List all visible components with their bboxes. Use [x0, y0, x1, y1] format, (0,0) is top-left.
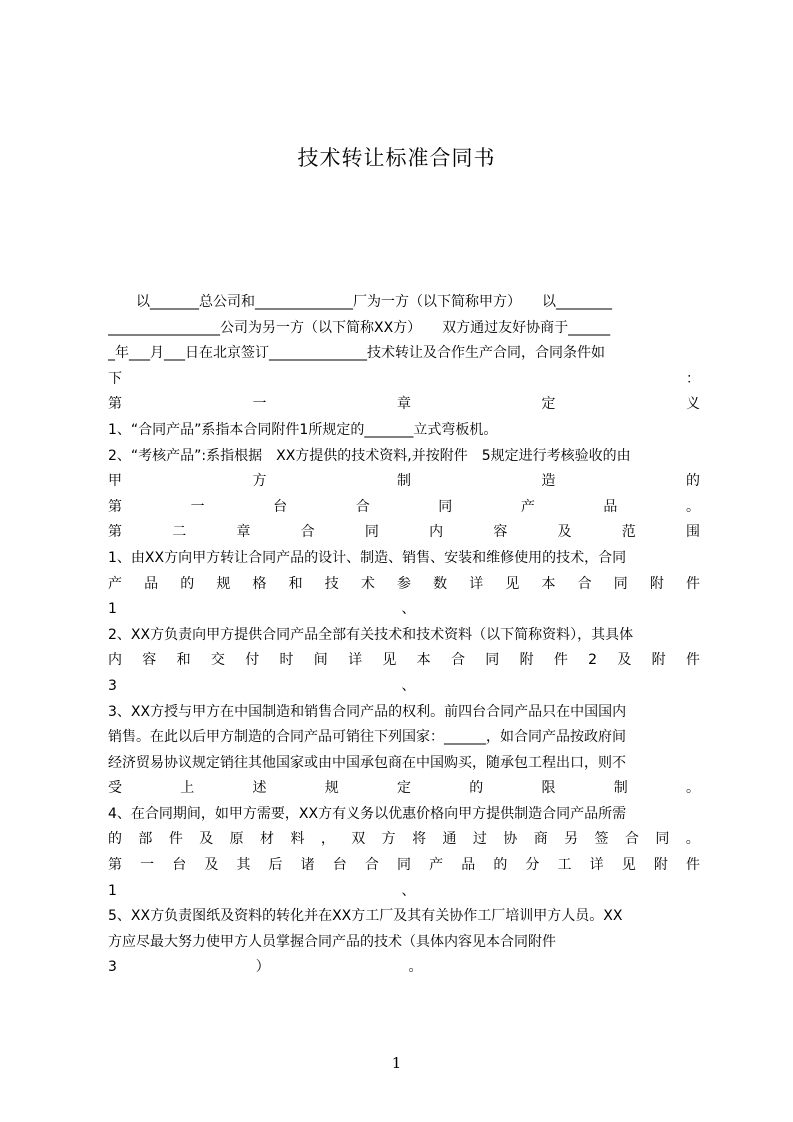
- text-line: [108, 367, 700, 393]
- justified-word: 、: [401, 677, 416, 694]
- justified-word: 一: [252, 396, 267, 413]
- justified-word: 详: [469, 575, 484, 592]
- justified-word: 甲: [108, 473, 122, 490]
- text-line: 4、在合同期间，如甲方需要，XX方有义务以优惠价格向甲方提供制造合同产品所需: [108, 805, 627, 822]
- justified-word: 材: [260, 831, 275, 848]
- justified-word: 时: [279, 652, 294, 669]
- text-line: _年___月___日在北京签订______________技术转让及合作生产合同，合同条件如: [108, 345, 605, 362]
- justified-word: 。: [685, 831, 700, 848]
- justified-word: 另: [564, 831, 579, 848]
- text-line: [108, 827, 700, 853]
- justified-word: 及: [199, 831, 214, 848]
- justified-word: 本: [541, 575, 556, 592]
- text-line: [108, 879, 700, 905]
- text-line: 1、由XX方向甲方转让合同产品的设计、制造、销售、安装和维修使用的技术，合同: [108, 549, 627, 566]
- justified-word: 合: [624, 831, 639, 848]
- justified-word: 交: [210, 652, 225, 669]
- justified-word: 双: [351, 831, 366, 848]
- justified-word: 受: [108, 780, 122, 797]
- justified-word: 内: [429, 524, 444, 541]
- text-line: 以_______总公司和______________厂为一方（以下简称甲方） 以________: [108, 294, 612, 310]
- justified-word: 3: [108, 959, 117, 976]
- justified-word: ，: [320, 831, 335, 848]
- justified-word: 围: [685, 524, 700, 541]
- justified-word: 同: [364, 524, 379, 541]
- justified-word: 同: [655, 831, 670, 848]
- text-line: 5、XX方负责图纸及资料的转化并在XX方工厂及其有关协作工厂培训甲方人员。XX: [108, 908, 623, 925]
- justified-word: 见: [505, 575, 520, 592]
- justified-word: 附: [649, 575, 664, 592]
- justified-word: 台: [273, 498, 288, 515]
- justified-word: 附: [651, 652, 666, 669]
- justified-word: 详: [589, 857, 604, 874]
- text-line: 2、XX方负责向甲方提供合同产品全部有关技术和技术资料（以下简称资料），其具体: [108, 626, 634, 643]
- justified-word: 3: [108, 677, 117, 694]
- justified-word: 品: [144, 575, 159, 592]
- document-body: [108, 290, 700, 981]
- justified-word: 协: [503, 831, 518, 848]
- document-title: 技术转让标准合同书: [297, 146, 496, 170]
- justified-word: 件: [685, 652, 700, 669]
- justified-word: 同: [438, 498, 453, 515]
- justified-word: 内: [108, 652, 122, 669]
- justified-word: 分: [525, 857, 540, 874]
- text-line: 销售。在此以后甲方制造的合同产品可销往下列国家：______，如合同产品按政府间: [108, 729, 626, 746]
- justified-word: 方: [381, 831, 396, 848]
- text-line: 2、“考核产品”:系指根据 XX方提供的技术资料,并按附件 5规定进行考核验收的由: [108, 447, 631, 464]
- text-line: [108, 520, 700, 546]
- justified-word: 。: [685, 498, 700, 515]
- justified-word: 本: [416, 652, 431, 669]
- justified-word: 附: [653, 857, 668, 874]
- justified-word: 产: [520, 498, 535, 515]
- justified-word: 诸: [300, 857, 315, 874]
- justified-word: 后: [268, 857, 283, 874]
- justified-word: 的: [686, 473, 700, 490]
- text-line: [108, 597, 700, 623]
- justified-word: 制: [613, 780, 628, 797]
- justified-word: 义: [686, 396, 700, 413]
- justified-word: 数: [433, 575, 448, 592]
- justified-word: 。: [686, 780, 700, 797]
- justified-word: 将: [412, 831, 427, 848]
- justified-word: 、: [401, 882, 416, 899]
- text-line: ________________公司为另一方（以下简称XX方） 双方通过友好协商于______: [108, 319, 611, 336]
- justified-word: 件: [168, 831, 183, 848]
- justified-word: 限: [541, 780, 556, 797]
- justified-word: 品: [603, 498, 618, 515]
- justified-word: 造: [541, 473, 556, 490]
- justified-word: 签: [594, 831, 609, 848]
- justified-word: 规: [324, 780, 339, 797]
- justified-word: 件: [553, 652, 568, 669]
- justified-word: 2: [588, 652, 598, 669]
- justified-word: 第: [108, 498, 122, 515]
- justified-word: 件: [685, 857, 700, 874]
- justified-word: 同: [396, 857, 411, 874]
- justified-word: 第: [108, 396, 122, 413]
- justified-word: 其: [236, 857, 251, 874]
- justified-word: 料: [290, 831, 305, 848]
- justified-word: 付: [245, 652, 260, 669]
- text-line: [108, 392, 700, 418]
- text-line: [108, 469, 700, 495]
- justified-word: 及: [557, 524, 572, 541]
- justified-word: 的: [180, 575, 195, 592]
- justified-word: 间: [313, 652, 328, 669]
- justified-word: 原: [229, 831, 244, 848]
- justified-word: 章: [397, 396, 411, 413]
- justified-word: 的: [493, 857, 508, 874]
- text-line: [108, 674, 700, 700]
- justified-word: 合: [300, 524, 315, 541]
- justified-word: 及: [204, 857, 219, 874]
- text-line: 方应尽最大努力使甲方人员掌握合同产品的技术（具体内容见本合同附件: [108, 933, 556, 950]
- justified-word: 下: [108, 370, 122, 387]
- justified-word: ：: [686, 370, 700, 387]
- justified-word: 容: [493, 524, 508, 541]
- justified-word: 见: [382, 652, 397, 669]
- justified-word: 参: [397, 575, 411, 592]
- justified-word: 。: [408, 959, 423, 976]
- justified-word: 第: [108, 857, 122, 874]
- justified-word: 定: [397, 780, 411, 797]
- justified-word: 术: [360, 575, 375, 592]
- justified-word: 容: [142, 652, 157, 669]
- justified-word: 合: [450, 652, 465, 669]
- justified-word: 制: [397, 473, 411, 490]
- justified-word: 过: [472, 831, 487, 848]
- justified-word: 台: [332, 857, 347, 874]
- justified-word: 一: [140, 857, 155, 874]
- justified-word: 的: [108, 831, 122, 848]
- justified-word: 第: [108, 524, 122, 541]
- justified-word: 商: [533, 831, 548, 848]
- justified-word: 方: [252, 473, 267, 490]
- text-line: [108, 853, 700, 879]
- justified-word: 件: [686, 575, 700, 592]
- justified-word: 和: [176, 652, 191, 669]
- justified-word: 同: [613, 575, 628, 592]
- text-line: 经济贸易协议规定销往其他国家或由中国承包商在中国购买，随承包工程出口，则不: [108, 754, 626, 771]
- text-line: [108, 648, 700, 674]
- justified-word: 上: [180, 780, 195, 797]
- justified-word: 合: [364, 857, 379, 874]
- justified-word: 合: [577, 575, 592, 592]
- page-number: 1: [391, 1054, 402, 1072]
- justified-word: 详: [348, 652, 363, 669]
- justified-word: 述: [252, 780, 267, 797]
- justified-word: 同: [485, 652, 500, 669]
- justified-word: 范: [621, 524, 636, 541]
- text-line: [108, 776, 700, 802]
- justified-word: 1: [108, 882, 117, 899]
- justified-word: 产: [108, 575, 122, 592]
- justified-word: 一: [190, 498, 205, 515]
- justified-word: 章: [236, 524, 251, 541]
- justified-word: 合: [355, 498, 370, 515]
- justified-word: 和: [288, 575, 303, 592]
- justified-word: 通: [442, 831, 457, 848]
- justified-word: 附: [519, 652, 534, 669]
- justified-word: 品: [461, 857, 476, 874]
- text-line: 1、“合同产品”系指本合同附件1所规定的_______立式弯板机。: [108, 421, 498, 438]
- justified-word: 格: [252, 575, 267, 592]
- justified-word: ）: [255, 959, 270, 976]
- justified-word: 见: [621, 857, 636, 874]
- justified-word: 1: [108, 601, 117, 618]
- justified-word: 、: [401, 601, 416, 618]
- justified-word: 定: [541, 396, 556, 413]
- justified-word: 二: [172, 524, 187, 541]
- justified-word: 规: [216, 575, 231, 592]
- justified-word: 及: [617, 652, 632, 669]
- text-line: 3、XX方授与甲方在中国制造和销售合同产品的权利。前四台合同产品只在中国国内: [108, 703, 627, 720]
- text-line: [108, 495, 700, 521]
- justified-word: 工: [557, 857, 572, 874]
- justified-word: 部: [138, 831, 153, 848]
- justified-word: 产: [429, 857, 444, 874]
- justified-word: 的: [469, 780, 484, 797]
- justified-word: 台: [172, 857, 187, 874]
- justified-word: 技: [324, 575, 339, 592]
- text-line: [108, 955, 700, 981]
- text-line: [108, 572, 700, 598]
